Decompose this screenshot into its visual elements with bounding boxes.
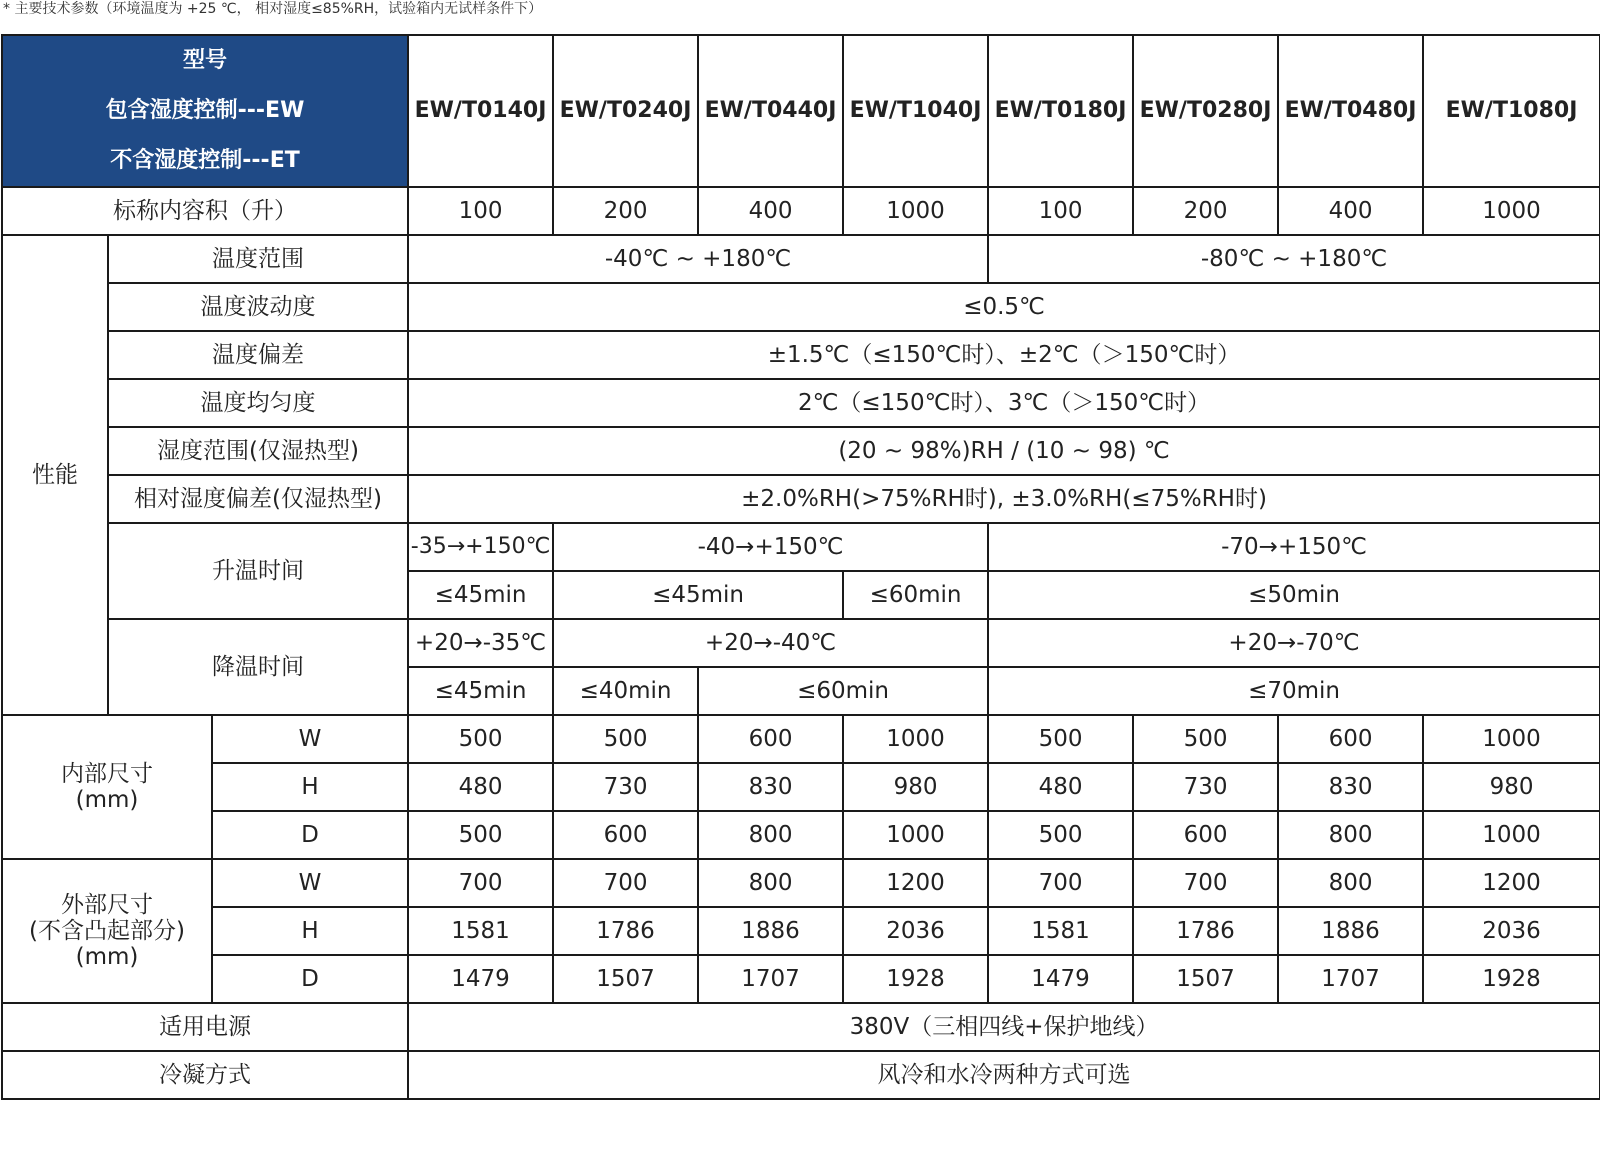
volume-value: 1000	[843, 187, 988, 235]
dimension-value: 1928	[1423, 955, 1600, 1003]
outer-size-label	[2, 859, 212, 1003]
dimension-value: 500	[1133, 715, 1278, 763]
dimension-value: 1886	[1278, 907, 1423, 955]
humidity-deviation-label: 相对湿度偏差(仅湿热型)	[108, 475, 408, 523]
power-value: 380V（三相四线+保护地线）	[408, 1003, 1600, 1051]
cooling-time: ≤70min	[988, 667, 1600, 715]
dimension-value: 2036	[843, 907, 988, 955]
dimension-value: 1000	[1423, 715, 1600, 763]
dimension-value: 1886	[698, 907, 843, 955]
condensing-row	[2, 1051, 1600, 1099]
temp-fluctuation-row	[2, 283, 1600, 331]
dimension-value: 980	[1423, 763, 1600, 811]
heating-range: -40→+150℃	[553, 523, 988, 571]
inner-size-label	[2, 715, 212, 859]
cooling-range: +20→-70℃	[988, 619, 1600, 667]
dimension-value: 500	[553, 715, 698, 763]
dimension-value: 600	[698, 715, 843, 763]
temp-fluctuation-label: 温度波动度	[108, 283, 408, 331]
model-header-et: 不含湿度控制---ET	[110, 148, 300, 173]
dimension-value: 1707	[1278, 955, 1423, 1003]
model-header-title: 型号	[183, 48, 228, 73]
dimension-value: 700	[988, 859, 1133, 907]
cooling-range-row	[2, 619, 1600, 667]
cooling-time: ≤40min	[553, 667, 698, 715]
dimension-value: 980	[843, 763, 988, 811]
humidity-range-row	[2, 427, 1600, 475]
model-name: EW/T0440J	[698, 35, 843, 187]
model-name: EW/T0480J	[1278, 35, 1423, 187]
condensing-label: 冷凝方式	[2, 1051, 408, 1099]
dimension-value: 700	[1133, 859, 1278, 907]
dimension-value: 1707	[698, 955, 843, 1003]
dimension-value: 800	[698, 811, 843, 859]
volume-value: 400	[1278, 187, 1423, 235]
outer-size-note: (不含凸起部分)	[29, 918, 185, 944]
volume-value: 1000	[1423, 187, 1600, 235]
dimension-value: 1786	[1133, 907, 1278, 955]
temp-deviation-value: ±1.5℃（≤150℃时）、±2℃（＞150℃时）	[408, 331, 1600, 379]
temp-uniformity-row	[2, 379, 1600, 427]
model-header-ew: 包含湿度控制---EW	[105, 98, 305, 123]
power-row	[2, 1003, 1600, 1051]
dimension-value: 480	[408, 763, 553, 811]
dimension-value: 1581	[988, 907, 1133, 955]
outer-size-row	[2, 955, 1600, 1003]
humidity-deviation-value: ±2.0%RH(>75%RH时), ±3.0%RH(≤75%RH时)	[408, 475, 1600, 523]
inner-size-unit: (mm)	[75, 787, 139, 813]
dimension-value: 700	[408, 859, 553, 907]
dimension-value: 500	[408, 715, 553, 763]
power-label: 适用电源	[2, 1003, 408, 1051]
performance-group-label: 性能	[2, 235, 108, 715]
cooling-time: ≤45min	[408, 667, 553, 715]
temp-range-label: 温度范围	[108, 235, 408, 283]
dimension-value: 730	[553, 763, 698, 811]
temp-uniformity-value: 2℃（≤150℃时）、3℃（＞150℃时）	[408, 379, 1600, 427]
volume-row	[2, 187, 1600, 235]
temp-range-value: -40℃ ~ +180℃	[408, 235, 988, 283]
humidity-range-label: 湿度范围(仅湿热型)	[108, 427, 408, 475]
outer-size-title: 外部尺寸	[61, 892, 153, 918]
humidity-range-value: (20 ~ 98%)RH / (10 ~ 98) ℃	[408, 427, 1600, 475]
volume-label: 标称内容积（升）	[2, 187, 408, 235]
model-name: EW/T1080J	[1423, 35, 1600, 187]
dimension-value: 1928	[843, 955, 988, 1003]
heating-time-label: 升温时间	[108, 523, 408, 619]
condensing-value: 风冷和水冷两种方式可选	[408, 1051, 1600, 1099]
dimension-label: W	[212, 715, 408, 763]
dimension-value: 600	[1278, 715, 1423, 763]
dimension-label: W	[212, 859, 408, 907]
temp-range-row	[2, 235, 1600, 283]
dimension-value: 800	[1278, 859, 1423, 907]
dimension-value: 500	[988, 715, 1133, 763]
header-row	[2, 35, 1600, 187]
dimension-value: 1000	[843, 715, 988, 763]
dimension-value: 800	[1278, 811, 1423, 859]
outer-size-unit: (mm)	[75, 944, 139, 970]
dimension-value: 1479	[988, 955, 1133, 1003]
inner-size-row	[2, 811, 1600, 859]
dimension-value: 1000	[843, 811, 988, 859]
dimension-value: 600	[1133, 811, 1278, 859]
cooling-time-label: 降温时间	[108, 619, 408, 715]
model-name: EW/T1040J	[843, 35, 988, 187]
heating-range-row	[2, 523, 1600, 571]
inner-size-row	[2, 763, 1600, 811]
model-name: EW/T0180J	[988, 35, 1133, 187]
dimension-value: 500	[408, 811, 553, 859]
cooling-time: ≤60min	[698, 667, 988, 715]
model-name: EW/T0280J	[1133, 35, 1278, 187]
temp-deviation-label: 温度偏差	[108, 331, 408, 379]
temp-fluctuation-value: ≤0.5℃	[408, 283, 1600, 331]
heating-range: -70→+150℃	[988, 523, 1600, 571]
temp-deviation-row	[2, 331, 1600, 379]
spec-note: * 主要技术参数（环境温度为 +25 ℃， 相对湿度≤85%RH，试验箱内无试样条件下）	[3, 1, 543, 17]
dimension-value: 830	[1278, 763, 1423, 811]
cooling-range: +20→-40℃	[553, 619, 988, 667]
dimension-label: H	[212, 907, 408, 955]
dimension-value: 730	[1133, 763, 1278, 811]
dimension-value: 830	[698, 763, 843, 811]
temp-range-value: -80℃ ~ +180℃	[988, 235, 1600, 283]
dimension-value: 1200	[843, 859, 988, 907]
outer-size-row	[2, 859, 1600, 907]
dimension-value: 1581	[408, 907, 553, 955]
heating-time: ≤45min	[553, 571, 843, 619]
heating-time: ≤45min	[408, 571, 553, 619]
model-header-cell	[2, 35, 408, 187]
dimension-label: H	[212, 763, 408, 811]
heating-time: ≤60min	[843, 571, 988, 619]
dimension-value: 700	[553, 859, 698, 907]
inner-size-row	[2, 715, 1600, 763]
dimension-value: 800	[698, 859, 843, 907]
dimension-value: 1507	[1133, 955, 1278, 1003]
dimension-value: 1479	[408, 955, 553, 1003]
outer-size-row	[2, 907, 1600, 955]
dimension-value: 1786	[553, 907, 698, 955]
inner-size-title: 内部尺寸	[61, 761, 153, 787]
volume-value: 200	[553, 187, 698, 235]
temp-uniformity-label: 温度均匀度	[108, 379, 408, 427]
dimension-value: 1507	[553, 955, 698, 1003]
model-name: EW/T0240J	[553, 35, 698, 187]
volume-value: 100	[988, 187, 1133, 235]
dimension-label: D	[212, 811, 408, 859]
dimension-label: D	[212, 955, 408, 1003]
model-name: EW/T0140J	[408, 35, 553, 187]
volume-value: 200	[1133, 187, 1278, 235]
heating-range: -35→+150℃	[408, 523, 553, 571]
dimension-value: 480	[988, 763, 1133, 811]
dimension-value: 2036	[1423, 907, 1600, 955]
spec-table	[1, 34, 1600, 1100]
dimension-value: 1000	[1423, 811, 1600, 859]
volume-value: 400	[698, 187, 843, 235]
dimension-value: 500	[988, 811, 1133, 859]
dimension-value: 1200	[1423, 859, 1600, 907]
volume-value: 100	[408, 187, 553, 235]
humidity-deviation-row	[2, 475, 1600, 523]
heating-time: ≤50min	[988, 571, 1600, 619]
cooling-range: +20→-35℃	[408, 619, 553, 667]
dimension-value: 600	[553, 811, 698, 859]
